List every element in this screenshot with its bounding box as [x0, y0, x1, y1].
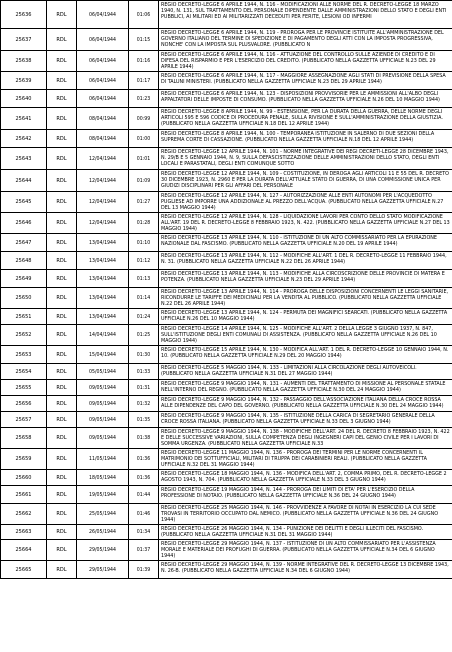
table-row	[1, 90, 452, 108]
act-type: RDL	[47, 449, 77, 470]
table-row	[1, 252, 452, 270]
table-row	[1, 192, 452, 213]
record-number: 25652	[1, 325, 47, 346]
act-description: REGIO DECRETO-LEGGE 8 APRILE 1944, N. 99 - ESTENSIONE, PER LA DURATA DELLA GUERRA, DELLE NORME DEGLI ARTICOLI 595 E 596 CODICE DI PROCEDURA PENALE, SULLA RIVISIONE E SULL'AMMINISTRAZIONE DELLA GIUSTIZIA. (PUBBLICATO NELLA GAZZETTA UFFICIALE N.18 DEL 12 APRILE 1944)	[159, 108, 452, 130]
act-description: REGIO DECRETO-LEGGE 12 APRILE 1944, N. 109 - COSTITUZIONE, IN DEROGA AGLI ARTICOLI 11 E 55 DEL R. DECRETO 30 DICEMBRE 1923, N. 2960 E PER LA DURATA DELL'ATTUALE STATO DI GUERRA, DI UNA COMMISSIONE UNICA PER GIUDIZI DISCIPLINARI PER GLI AFFARI DEL PERSONALE	[159, 170, 452, 192]
table-row	[1, 325, 452, 346]
record-number: 25658	[1, 428, 47, 449]
record-number: 25638	[1, 51, 47, 72]
act-date: 06/04/1944	[77, 72, 129, 90]
record-number: 25650	[1, 288, 47, 309]
act-date: 12/04/1944	[77, 170, 129, 192]
act-code: 01:39	[129, 561, 159, 579]
record-number: 25646	[1, 213, 47, 234]
act-date: 26/05/1944	[77, 525, 129, 540]
table-row	[1, 540, 452, 561]
act-code: 01:24	[129, 309, 159, 325]
act-date: 25/05/1944	[77, 504, 129, 525]
table-row	[1, 170, 452, 192]
act-type: RDL	[47, 525, 77, 540]
act-description: REGIO DECRETO-LEGGE 9 MAGGIO 1944, N. 135 - ISTITUZIONE DELLA CARICA DI SEGRETARIO GENERALE DELLA CROCE ROSSA ITALIANA. (PUBBLICATO NELLA GAZZETTA UFFICIALE N.33 DEL 3 GIUGNO 1944)	[159, 412, 452, 428]
act-type: RDL	[47, 90, 77, 108]
record-number: 25643	[1, 148, 47, 170]
act-type: RDL	[47, 108, 77, 130]
act-type: RDL	[47, 130, 77, 148]
act-code: 01:36	[129, 470, 159, 486]
act-type: RDL	[47, 270, 77, 288]
act-date: 09/05/1944	[77, 412, 129, 428]
table-row	[1, 486, 452, 504]
act-code: 01:46	[129, 504, 159, 525]
record-number: 25663	[1, 525, 47, 540]
table-row	[1, 234, 452, 252]
table-row	[1, 213, 452, 234]
act-date: 06/04/1944	[77, 51, 129, 72]
act-description: REGIO DECRETO-LEGGE 26 MAGGIO 1944, N. 134 - PUNIZIONE DEI DELITTI E DEGLI ILLECITI DEL FASCISMO. (PUBBLICATO NELLA GAZZETTA UFFICIALE N.31 DEL 31 MAGGIO 1944)	[159, 525, 452, 540]
act-date: 08/04/1944	[77, 108, 129, 130]
act-code: 01:09	[129, 170, 159, 192]
act-code: 01:25	[129, 325, 159, 346]
table-row	[1, 288, 452, 309]
table-row	[1, 449, 452, 470]
record-number: 25662	[1, 504, 47, 525]
act-date: 29/05/1944	[77, 561, 129, 579]
record-number: 25636	[1, 1, 47, 29]
table-row	[1, 270, 452, 288]
act-description: REGIO DECRETO-LEGGE 6 APRILE 1944, N. 116 - MODIFICAZIONI ALLE NORME DEL R. DECRETO-LEGGE 18 MARZO 1940, N. 131, SUL TRATTAMENTO DEL PERSONALE DIPENDENTE DALLE AMMINISTRAZIONI DELLO STATO E DEGLI ENTI PUBBLICI, AI MILITARI ED AI MILITARIZZATI DECEDUTI PER FERITE, LESIONI OD INFERMI	[159, 1, 452, 29]
act-description: REGIO DECRETO-LEGGE 18 MAGGIO 1944, N. 136 - MODIFICA DELL'ART. 2, COMMA PRIMO, DEL R. DECRETO-LEGGE 2 AGOSTO 1943, N. 704. (PUBBLICATO NELLA GAZZETTA UFFICIALE N.33 DEL 3 GIUGNO 1944)	[159, 470, 452, 486]
record-number: 25644	[1, 170, 47, 192]
record-number: 25651	[1, 309, 47, 325]
record-number: 25640	[1, 90, 47, 108]
act-code: 01:06	[129, 1, 159, 29]
act-description: REGIO DECRETO-LEGGE 6 APRILE 1944, N. 116 - ATTUAZIONE DEL CONTROLLO SULLE AZIENDE DI CREDITO E DI DIFESA DEL RISPARMIO E PER L'ESERCIZIO DEL CREDITO. (PUBBLICATO NELLA GAZZETTA UFFICIALE N.23 DEL 29 APRILE 1944)	[159, 51, 452, 72]
table-row	[1, 364, 452, 380]
act-type: RDL	[47, 486, 77, 504]
act-type: RDL	[47, 234, 77, 252]
act-description: REGIO DECRETO-LEGGE 8 APRILE 1944, N. 100 - TEMPORANEA ISTITUZIONE IN SALERNO DI DUE SEZIONI DELLA SUPREMA CORTE DI CASSAZIONE. (PUBBLICATO NELLA GAZZETTA UFFICIALE N.18 DEL 12 APRILE 1944)	[159, 130, 452, 148]
act-description: REGIO DECRETO-LEGGE 13 APRILE 1944, N. 110 - ISTITUZIONE DI UN ALTO COMMISSARIATO PER LA EPURAZIONE NAZIONALE DAL FASCISMO. (PUBBLICATO NELLA GAZZETTA UFFICIALE N.20 DEL 19 APRILE 1944)	[159, 234, 452, 252]
table-row	[1, 504, 452, 525]
table-row	[1, 470, 452, 486]
act-code: 01:44	[129, 486, 159, 504]
act-type: RDL	[47, 288, 77, 309]
act-type: RDL	[47, 325, 77, 346]
record-number: 25659	[1, 449, 47, 470]
act-date: 15/04/1944	[77, 346, 129, 364]
record-number: 25655	[1, 380, 47, 396]
act-date: 14/04/1944	[77, 325, 129, 346]
table-row	[1, 72, 452, 90]
act-code: 01:12	[129, 252, 159, 270]
act-type: RDL	[47, 540, 77, 561]
act-date: 18/05/1944	[77, 470, 129, 486]
act-code: 01:36	[129, 449, 159, 470]
table-row	[1, 525, 452, 540]
table-row	[1, 412, 452, 428]
table-row	[1, 1, 452, 29]
act-type: RDL	[47, 428, 77, 449]
act-code: 01:14	[129, 288, 159, 309]
act-description: REGIO DECRETO-LEGGE 9 MAGGIO 1944, N. 132 - PASSAGGIO DELL'ASSOCIAZIONE ITALIANA DELLA CROCE ROSSA ALLE DIPENDENZE DEL CAPO DEL GOVERNO. (PUBBLICATO NELLA GAZZETTA UFFICIALE N.30 DEL 24 MAGGIO 1944)	[159, 396, 452, 412]
act-date: 05/05/1944	[77, 364, 129, 380]
act-description: REGIO DECRETO-LEGGE 29 MAGGIO 1944, N. 137 - ISTITUZIONE DI UN ALTO COMMISSARIATO PER L'ASSISTENZA MORALE E MATERIALE DEI PROFUGHI DI GUERRA. (PUBBLICATO NELLA GAZZETTA UFFICIALE N.34 DEL 6 GIUGNO 1944)	[159, 540, 452, 561]
act-type: RDL	[47, 148, 77, 170]
act-code: 01:30	[129, 346, 159, 364]
act-date: 08/04/1944	[77, 130, 129, 148]
act-code: 01:01	[129, 148, 159, 170]
table-row	[1, 561, 452, 579]
act-description: REGIO DECRETO-LEGGE 13 APRILE 1944, N. 124 - PERMUTA DEI MAGNIFICI SEARCATI. (PUBBLICATO NELLA GAZZETTA UFFICIALE N.26 DEL 10 MAGGIO 1944)	[159, 309, 452, 325]
record-number: 25661	[1, 486, 47, 504]
record-number: 25637	[1, 29, 47, 51]
act-date: 09/05/1944	[77, 428, 129, 449]
act-code: 01:31	[129, 380, 159, 396]
act-description: REGIO DECRETO-LEGGE 12 APRILE 1944, N. 128 - LIQUIDAZIONE LAVORI PER CONTO DELLO STATO MODIFICAZIONE ALL'ART. 19 DEL R. DECRETO-LEGGE 8 FEBBRAIO 1923, N. 422. (PUBBLICATO NELLA GAZZETTA UFFICIALE N.27 DEL 13 MAGGIO 1944)	[159, 213, 452, 234]
act-type: RDL	[47, 412, 77, 428]
record-number: 25656	[1, 396, 47, 412]
act-type: RDL	[47, 170, 77, 192]
act-type: RDL	[47, 1, 77, 29]
act-description: REGIO DECRETO-LEGGE 11 MAGGIO 1944, N. 136 - PROROGA DEI TERMINI PER LE NORME CONCERNENTI IL MATRIMONIO DEI SOTTUFFICIALI, MILITARI DI TRUPPA DEI CARABINIERI REALI. (PUBBLICATO NELLA GAZZETTA UFFICIALE N.32 DEL 31 MAGGIO 1944)	[159, 449, 452, 470]
act-description: REGIO DECRETO-LEGGE 9 MAGGIO 1944, N. 138 - MODIFICHE DELL'ART. 24 DEL R. DECRETO 8 FEBBRAIO 1923, N. 422 E DELLE SUCCESSIVE VARIAZIONI, SULLA COMPETENZA DEGLI INGEGNERI CAPI DEL GENIO CIVILE PER I LAVORI DI SOMMA URGENZA. (PUBBLICATO NELLA GAZZETTA UFFICIALE N.33	[159, 428, 452, 449]
record-number: 25653	[1, 346, 47, 364]
act-code: 01:37	[129, 540, 159, 561]
act-type: RDL	[47, 252, 77, 270]
record-number: 25648	[1, 252, 47, 270]
act-code: 01:34	[129, 525, 159, 540]
table-row	[1, 309, 452, 325]
record-number: 25647	[1, 234, 47, 252]
act-description: REGIO DECRETO-LEGGE 13 APRILE 1944, N. 114 - PROROGA DELLE DISPOSIZIONI CONCERNENTI LE LEGGI SANITARIE, RICONDURRE LE TARIFFE DEI MEDICINALI PER LA VENDITA AL PUBBLICO. (PUBBLICATO NELLA GAZZETTA UFFICIALE N.22 DEL 26 APRILE 1944)	[159, 288, 452, 309]
act-date: 13/04/1944	[77, 288, 129, 309]
act-type: RDL	[47, 309, 77, 325]
act-date: 13/04/1944	[77, 270, 129, 288]
table-row	[1, 148, 452, 170]
act-code: 01:15	[129, 29, 159, 51]
act-code: 01:32	[129, 396, 159, 412]
record-number: 25665	[1, 561, 47, 579]
act-code: 01:16	[129, 51, 159, 72]
act-date: 12/04/1944	[77, 148, 129, 170]
table-row	[1, 428, 452, 449]
act-date: 06/04/1944	[77, 90, 129, 108]
act-code: 01:10	[129, 234, 159, 252]
table-row	[1, 396, 452, 412]
table-row	[1, 108, 452, 130]
act-type: RDL	[47, 346, 77, 364]
record-number: 25639	[1, 72, 47, 90]
act-date: 12/04/1944	[77, 192, 129, 213]
act-description: REGIO DECRETO-LEGGE 12 APRILE 1944, N. 127 - AUTORIZZAZIONE ALLE ENTI AUTONOMI PER L'ACQUEDOTTO PUGLIESE AD IMPORRE UNA ADDIZIONALE AL PREZZO DELL'ACQUA. (PUBBLICATO NELLA GAZZETTA UFFICIALE N.27 DEL 13 MAGGIO 1944)	[159, 192, 452, 213]
act-code: 01:23	[129, 90, 159, 108]
act-type: RDL	[47, 51, 77, 72]
act-type: RDL	[47, 396, 77, 412]
act-description: REGIO DECRETO-LEGGE 13 APRILE 1944, N. 113 - MODIFICHE ALLA CIRCOSCRIZIONE DELLE PROVINCIE DI MATERA E POTENZA. (PUBBLICATO NELLA GAZZETTA UFFICIALE N.23 DEL 29 APRILE 1944)	[159, 270, 452, 288]
record-number: 25642	[1, 130, 47, 148]
record-number: 25657	[1, 412, 47, 428]
act-code: 01:27	[129, 192, 159, 213]
table-row	[1, 380, 452, 396]
record-number: 25645	[1, 192, 47, 213]
act-date: 19/05/1944	[77, 486, 129, 504]
act-date: 29/05/1944	[77, 540, 129, 561]
act-date: 09/05/1944	[77, 380, 129, 396]
act-description: REGIO DECRETO-LEGGE 6 APRILE 1944, N. 117 - MAGGIORE ASSEGNAZIONE AGLI STATI DI PREVISIONE DELLA SPESA DI TALUNI MINISTERI. (PUBBLICATO NELLA GAZZETTA UFFICIALE N.23 DEL 29 APRILE 1944)	[159, 72, 452, 90]
act-description: REGIO DECRETO-LEGGE 6 APRILE 1944, N. 123 - DISPOSIZIONI PROVVISORIE PER LE AMMISSIONI ALL'ALBO DEGLI APPALTATORI DELLE IMPOSTE DI CONSUMO. (PUBBLICATO NELLA GAZZETTA UFFICIALE N.26 DEL 10 MAGGIO 1944)	[159, 90, 452, 108]
table-row	[1, 346, 452, 364]
act-description: REGIO DECRETO-LEGGE 29 MAGGIO 1944, N. 139 - NORME INTEGRATIVE DEL R. DECRETO-LEGGE 13 DICEMBRE 1943, N. 26-B. (PUBBLICATO NELLA GAZZETTA UFFICIALE N.34 DEL 6 GIUGNO 1944)	[159, 561, 452, 579]
act-date: 13/04/1944	[77, 252, 129, 270]
record-number: 25660	[1, 470, 47, 486]
act-description: REGIO DECRETO-LEGGE 15 APRILE 1944, N. 130 - MODIFICA ALL'ART. 1 DEL R. DECRETO-LEGGE 10 GENNAIO 1944, N. 10. (PUBBLICATO NELLA GAZZETTA UFFICIALE N.29 DEL 20 MAGGIO 1944)	[159, 346, 452, 364]
table-body	[1, 1, 452, 579]
act-type: RDL	[47, 213, 77, 234]
act-code: 01:35	[129, 412, 159, 428]
table-row	[1, 29, 452, 51]
act-date: 12/04/1944	[77, 213, 129, 234]
act-date: 06/04/1944	[77, 29, 129, 51]
act-type: RDL	[47, 470, 77, 486]
act-description: REGIO DECRETO-LEGGE 9 MAGGIO 1944, N. 131 - AUMENTI DEL TRATTAMENTO DI MISSIONE AL PERSONALE STATALE NELL'INTERNO DEL REGNO. (PUBBLICATO NELLA GAZZETTA UFFICIALE N.30 DEL 24 MAGGIO 1944)	[159, 380, 452, 396]
act-description: REGIO DECRETO-LEGGE 5 MAGGIO 1944, N. 133 - LIMITAZIONI ALLA CIRCOLAZIONE DEGLI AUTOVEICOLI. (PUBBLICATO NELLA GAZZETTA UFFICIALE N.31 DEL 27 MAGGIO 1944)	[159, 364, 452, 380]
act-date: 13/04/1944	[77, 234, 129, 252]
act-date: 11/05/1944	[77, 449, 129, 470]
act-date: 09/05/1944	[77, 396, 129, 412]
act-code: 01:33	[129, 364, 159, 380]
act-description: REGIO DECRETO-LEGGE 6 APRILE 1944, N. 119 - PROROGA PER LE PROVINCIE ISTITUITE ALL'AMMINISTRAZIONE DEL GOVERNO ITALIANO DEL TERMINE DI SPEDIZIONE E DI PAGAMENTO DEGLI ATTI CON LA IMPOSTA PROGRESSIVA, NONCHE' CON LA IMPOSTA SUL PLUSVALORE. (PUBBLICATO N	[159, 29, 452, 51]
act-code: 01:38	[129, 428, 159, 449]
act-description: REGIO DECRETO-LEGGE 14 APRILE 1944, N. 125 - MODIFICHE ALL'ART. 2 DELLA LEGGE 3 GIUGNO 1937, N. 847, SULL'ISTITUZIONE DEGLI ENTI COMUNALI DI ASSISTENZA. (PUBBLICATO NELLA GAZZETTA UFFICIALE N.26 DEL 10 MAGGIO 1944)	[159, 325, 452, 346]
act-type: RDL	[47, 72, 77, 90]
act-code: 01:00	[129, 130, 159, 148]
act-type: RDL	[47, 561, 77, 579]
record-number: 25649	[1, 270, 47, 288]
table-row	[1, 130, 452, 148]
act-code: 00:99	[129, 108, 159, 130]
act-type: RDL	[47, 504, 77, 525]
act-description: REGIO DECRETO-LEGGE 19 MAGGIO 1944, N. 144 - PROROGA DEI LIMITI DI ETA' PER L'ESERCIZIO DELLA PROFESSIONE DI NOTAIO. (PUBBLICATO NELLA GAZZETTA UFFICIALE N.36 DEL 24 GIUGNO 1944)	[159, 486, 452, 504]
act-code: 01:28	[129, 213, 159, 234]
act-type: RDL	[47, 192, 77, 213]
act-type: RDL	[47, 364, 77, 380]
act-date: 13/04/1944	[77, 309, 129, 325]
record-number: 25664	[1, 540, 47, 561]
act-code: 01:17	[129, 72, 159, 90]
act-description: REGIO DECRETO-LEGGE 13 APRILE 1944, N. 112 - MODIFICHE ALL'ART. 1 DEL R. DECRETO-LEGGE 11 FEBBRAIO 1944, N. 31. (PUBBLICATO NELLA GAZZETTA UFFICIALE N.22 DEL 26 APRILE 1944)	[159, 252, 452, 270]
act-code: 01:13	[129, 270, 159, 288]
act-description: REGIO DECRETO-LEGGE 25 MAGGIO 1944, N. 146 - PROVVIDENZE A FAVORE DI NOTAI IN ESERCIZIO LA CUI SEDE TROVASI IN TERRITORIO OCCUPATO DAL NEMICO. (PUBBLICATO NELLA GAZZETTA UFFICIALE N.36 DEL 24 GIUGNO 1944)	[159, 504, 452, 525]
act-description: REGIO DECRETO-LEGGE 12 APRILE 1944, N. 101 - NORME INTEGRATIVE DEI REGI DECRETI-LEGGE 28 DICEMBRE 1943, N. 29/B E 5 GENNAIO 1944, N. 9, SULLA DEFASCISTIZZAZIONE DELLE AMMINISTRAZIONI DELLO STATO, DEGLI ENTI LOCALI E PARASTATALI, DEGLI ENTI COMUNQUE SOTTO	[159, 148, 452, 170]
act-type: RDL	[47, 29, 77, 51]
table-row	[1, 51, 452, 72]
act-date: 06/04/1944	[77, 1, 129, 29]
record-number: 25641	[1, 108, 47, 130]
record-number: 25654	[1, 364, 47, 380]
act-type: RDL	[47, 380, 77, 396]
